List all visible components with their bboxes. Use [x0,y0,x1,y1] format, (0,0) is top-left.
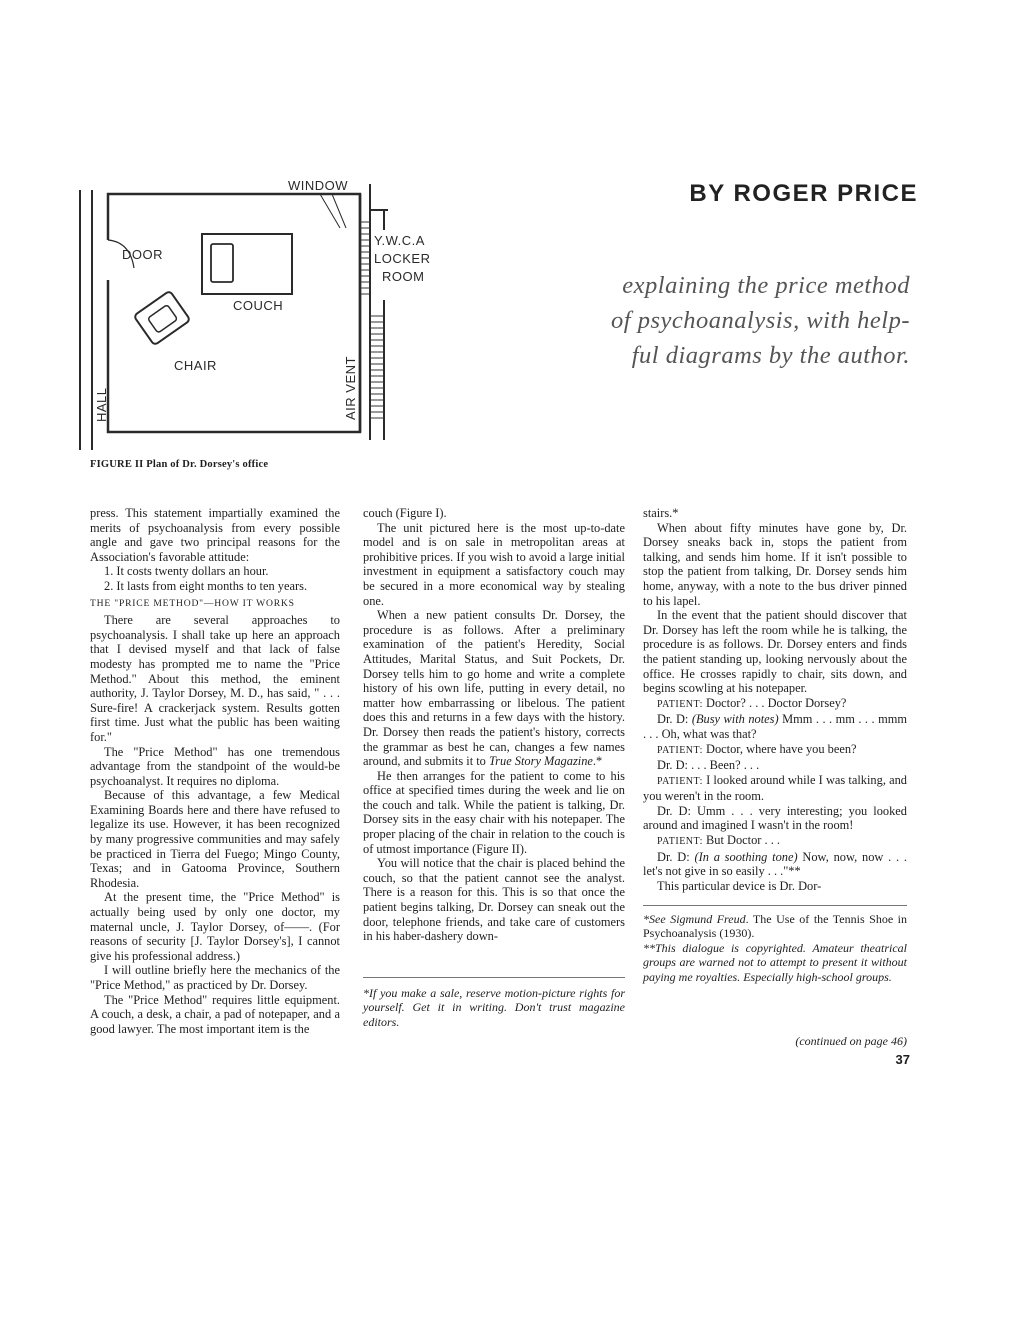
paragraph: You will notice that the chair is placed behind the couch, so that the patient cannot see the analyst. There is a reason for this. This is so that once the patient begins talking, Dr. Dorsey can sneak out the door, telephone friends, and take care of customers in his haber-dashery down- [363,856,625,944]
dialogue-text: . . . Been? . . . [687,758,760,773]
speaker-label: Dr. D: [657,758,688,773]
chair-shape [134,291,191,346]
stage-direction: (Busy with notes) [691,712,779,727]
deck-line-3: ful diagrams by the author. [631,342,910,369]
dialogue-line [643,712,907,741]
footnote-text: **This dialogue is copyrighted. Amateur theatrical groups are warned not to attempt to present it without paying me royalties. Especially high-school groups. [643,940,907,984]
dialogue-text: Doctor, where have you been? [702,741,857,756]
door-label: DOOR [122,247,163,262]
text-column-2 [363,506,625,944]
paragraph: This particular device is Dr. Dor- [657,878,822,893]
paragraph: There are several approaches to psychoanalysis. I shall take up here an approach that I devised myself and that lack of false modesty has prompted me to name the "Price Method." About this method, the eminent authority, J. Taylor Dorsey, M. D., has said, " . . . Sure-fire! A crackerjack system. Results gotten first time. Just what the public has been waiting for." [90,613,340,744]
dialogue-text: I looked around while I was talking, and you weren't in the room. [643,772,907,804]
footnote-author: Sigmund Freud [670,912,746,926]
continued-notice: (continued on page 46) [795,1034,907,1048]
office-floor-plan-diagram [70,170,450,460]
list-item: 2. It lasts from eight months to ten years. [104,578,308,593]
section-subhead: THE "PRICE METHOD"—HOW IT WORKS [90,597,295,609]
paragraph: He then arranges for the patient to come to his office at specified times during the week and lie on the couch and talk. While the patient is talking, Dr. Dorsey sits in the easy chair with his notepaper. The proper placing of the chair in relation to the couch is of utmost importance (Figure II). [363,768,625,856]
air-vent-label: AIR VENT [343,356,358,420]
paragraph: Because of this advantage, a few Medical Examining Boards here and there have refused to legalize its use. However, it has been recognized by many progressive communities and may safely be practiced in Tierra del Fuego; Mingo County, Texas; and in Gatooma Province, Southern Rhodesia. [90,788,340,890]
article-deck [610,268,910,373]
dialogue-line [643,758,907,773]
paragraph: In the event that the patient should discover that Dr. Dorsey has left the room while he is talking, the procedure is as follows. Dr. Dorsey enters and finds the patient standing up, looking nervously about the office. He crosses rapidly to chair, sits down, and begins scowling at his notepaper. [643,608,907,696]
magazine-title: True Story Magazine [488,754,593,769]
dialogue-text: Now, now, now . . . let's not give in so easily . . ."** [643,849,907,879]
speaker-label: Dr. D: [657,712,689,727]
hall-label: HALL [94,387,109,422]
couch-label: COUCH [233,298,284,313]
page-number: 37 [895,1052,910,1067]
ywca-label-line1: Y.W.C.A [374,233,425,248]
paragraph: At the present time, the "Price Method" is actually being used by only one doctor, my maternal uncle, J. Taylor Dorsey, of——. (For reasons of security [J. Taylor Dorsey's], I cannot give his professional address.) [90,890,340,963]
footnote-marker: *See [643,912,671,926]
chair-label: CHAIR [174,358,217,373]
speaker-label: PATIENT: [657,698,703,710]
text-column-3 [643,506,907,893]
text-column-1 [90,506,340,1036]
footnote-2 [643,941,907,984]
speaker-label: PATIENT: [657,775,703,787]
dialogue-line [643,742,907,759]
couch-pillow [211,244,233,282]
paragraph: The "Price Method" requires little equipment. A couch, a desk, a chair, a pad of notepaper, and a good lawyer. The most important item is the [90,992,340,1036]
footnote-1 [643,912,907,941]
paragraph: The unit pictured here is the most up-to-date model and is on sale in metropolitan areas at prohibitive prices. If you wish to avoid a large initial investment in equipment a satisfactory couch may be secured in a more economical way by stealing one. [363,520,625,608]
dialogue-text: Doctor? . . . Doctor Dorsey? [702,695,847,710]
deck-line-2: of psychoanalysis, with help- [611,307,910,334]
footnote-col2: *If you make a sale, reserve motion-picture rights for yourself. Get it in writing. Don't trust magazine editors. [363,977,625,1029]
paragraph: press. This statement impartially examined the merits of psychoanalysis from every possible angle and gave two principal reasons for the Association's favorable attitude: [90,506,340,564]
dialogue-text: Umm . . . very interesting; you looked around and imagined I wasn't in the room! [643,803,907,833]
window-label: WINDOW [288,178,349,193]
stage-direction: (In a soothing tone) [694,849,798,864]
list-item: 1. It costs twenty dollars an hour. [104,564,269,579]
footnote-text: . The Use of the Tennis Shoe in Psychoanalysis (1930). [643,912,908,941]
dialogue-line [643,850,907,879]
paragraph-text: When a new patient consults Dr. Dorsey, the procedure is as follows. After a preliminary examination of the patient's Heredity, Social Attitudes, Marital Status, and Suit Pockets, Dr. Dorsey tells him to go home and write a complete history of his own life, putting in every detail, no matter how embarrassing or libelous. The patient does this and returns in a few days with the history. Dr. Dorsey then reads the patient's history, corrects the grammar as best he can, changes a few names around, and submits it to [363,608,625,769]
paragraph: When about fifty minutes have gone by, Dr. Dorsey sneaks back in, stops the patient from talking, and sends him home. If it isn't possible to stop the patient from talking, Dr. Dorsey sends him home, anyway, with a note to the bus driver pinned to his lapel. [643,520,907,608]
footnotes-col3 [643,905,907,984]
dialogue-text: Mmm . . . mm . . . mmm . . . Oh, what was that? [643,712,907,741]
paragraph: I will outline briefly here the mechanics of the "Price Method," as practiced by Dr. Dorsey. [90,963,340,992]
couch-shape [202,234,292,294]
deck-line-1: explaining the price method [622,272,910,299]
speaker-label: PATIENT: [657,836,703,848]
paragraph: couch (Figure I). [363,506,447,520]
dialogue-line [643,804,907,833]
speaker-label: Dr. D: [657,803,691,818]
dialogue-line [643,833,907,850]
speaker-label: Dr. D: [657,849,690,864]
speaker-label: PATIENT: [657,744,703,756]
figure-caption: FIGURE II Plan of Dr. Dorsey's office [90,459,269,470]
paragraph [363,608,625,769]
author-byline: BY ROGER PRICE [689,180,918,207]
paragraph: The "Price Method" has one tremendous advantage from the standpoint of the would-be psychoanalyst. It requires no diploma. [90,744,340,788]
room-outline [108,194,360,432]
ywca-label-line3: ROOM [382,269,425,284]
ywca-label-line2: LOCKER [374,251,431,266]
paragraph: stairs.* [643,506,679,520]
dialogue-line [643,773,907,804]
dialogue-text: But Doctor . . . [702,833,781,848]
footnote-marker: .* [592,754,603,769]
dialogue-line [643,696,907,713]
